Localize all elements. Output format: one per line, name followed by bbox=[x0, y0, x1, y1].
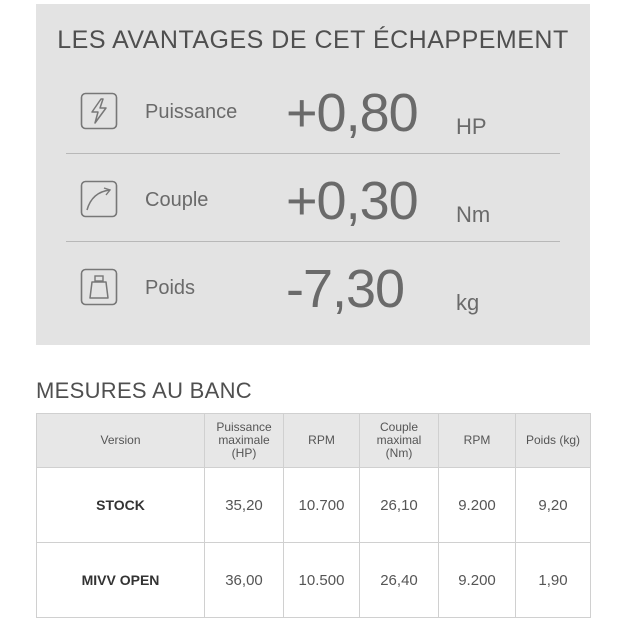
table-header-row bbox=[37, 414, 591, 468]
version-cell: STOCK bbox=[37, 468, 205, 543]
advantage-unit: HP bbox=[456, 114, 487, 139]
table-cell: 10.500 bbox=[284, 543, 360, 618]
advantage-label: Puissance bbox=[145, 101, 238, 123]
table-cell: 9,20 bbox=[516, 468, 591, 543]
column-header: Poids (kg) bbox=[516, 414, 591, 468]
table-cell: 26,10 bbox=[360, 468, 439, 543]
bench-table bbox=[36, 413, 591, 618]
table-cell: 35,20 bbox=[205, 468, 284, 543]
advantage-label: Poids bbox=[145, 277, 196, 299]
table-row bbox=[37, 468, 591, 543]
advantage-value: +0,30 bbox=[286, 171, 418, 231]
column-header: RPM bbox=[439, 414, 516, 468]
column-header: RPM bbox=[284, 414, 360, 468]
table-row bbox=[37, 543, 591, 618]
table-cell: 9.200 bbox=[439, 543, 516, 618]
advantage-unit: kg bbox=[456, 290, 480, 315]
advantage-value: -7,30 bbox=[286, 259, 405, 319]
lightning-icon bbox=[80, 92, 118, 130]
advantages-panel bbox=[36, 4, 590, 345]
table-cell: 26,40 bbox=[360, 543, 439, 618]
row-divider bbox=[66, 241, 560, 242]
version-cell: MIVV OPEN bbox=[37, 543, 205, 618]
table-cell: 1,90 bbox=[516, 543, 591, 618]
table-cell: 9.200 bbox=[439, 468, 516, 543]
advantage-row-torque bbox=[36, 159, 590, 247]
advantages-title: LES AVANTAGES DE CET ÉCHAPPEMENT bbox=[57, 26, 569, 54]
torque-curve-icon bbox=[80, 180, 118, 218]
table-cell: 10.700 bbox=[284, 468, 360, 543]
table-cell: 36,00 bbox=[205, 543, 284, 618]
column-header: Version bbox=[37, 414, 205, 468]
advantage-label: Couple bbox=[145, 189, 209, 211]
weight-icon bbox=[80, 268, 118, 306]
advantage-value: +0,80 bbox=[286, 83, 418, 143]
advantage-row-weight bbox=[36, 247, 590, 335]
advantage-row-power bbox=[36, 71, 590, 159]
bench-title: MESURES AU BANC bbox=[36, 378, 252, 403]
column-header: Puissance maximale (HP) bbox=[205, 414, 284, 468]
advantage-unit: Nm bbox=[456, 202, 491, 227]
column-header: Couple maximal (Nm) bbox=[360, 414, 439, 468]
row-divider bbox=[66, 153, 560, 154]
